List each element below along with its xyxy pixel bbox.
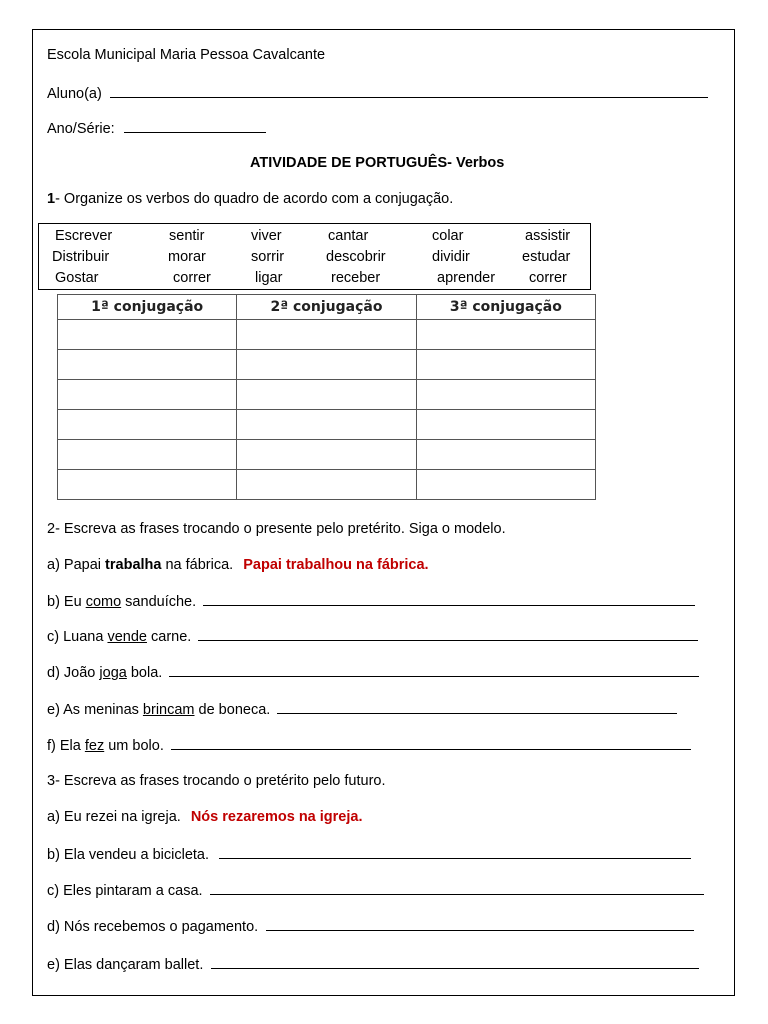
q3-item-b: [47, 845, 691, 864]
q2-item-f: [47, 736, 691, 755]
verb-item: correr: [529, 270, 567, 286]
table-cell[interactable]: [58, 350, 237, 380]
answer-line[interactable]: [211, 955, 699, 969]
q2-example-suffix: na fábrica.: [161, 557, 234, 573]
table-row: [58, 380, 596, 410]
student-name-row: [47, 84, 708, 103]
verb-item: aprender: [437, 270, 496, 286]
conjugation-header: 2ª conjugação: [237, 295, 416, 320]
item-verb: como: [85, 594, 122, 610]
item-text: e) Elas dançaram ballet.: [47, 957, 204, 973]
grade-row: [47, 119, 266, 138]
table-cell[interactable]: [416, 470, 595, 500]
q1-number: 1: [47, 191, 56, 207]
verb-item: sorrir: [251, 249, 285, 265]
q3-example-prefix: a) Eu rezei na igreja.: [47, 809, 181, 825]
table-cell[interactable]: [237, 470, 416, 500]
item-suffix: bola.: [126, 665, 163, 681]
q3-instruction: 3- Escreva as frases trocando o pretérito pelo futuro.: [47, 773, 386, 789]
conjugation-table: [57, 294, 596, 500]
table-cell[interactable]: [58, 410, 237, 440]
table-cell[interactable]: [416, 320, 595, 350]
item-suffix: de boneca.: [194, 702, 271, 718]
q3-item-d: [47, 917, 694, 936]
table-cell[interactable]: [58, 470, 237, 500]
q3-item-c: [47, 881, 704, 900]
q2-example: [47, 556, 429, 574]
table-row: [58, 410, 596, 440]
verb-item: colar: [432, 228, 464, 244]
verb-item: sentir: [169, 228, 205, 244]
verb-item: Distribuir: [52, 249, 110, 265]
item-prefix: b) Eu: [47, 594, 86, 610]
table-row: [58, 320, 596, 350]
verb-item: Gostar: [55, 270, 99, 286]
q1-instruction-text: - Organize os verbos do quadro de acordo com a conjugação.: [55, 191, 454, 207]
table-cell[interactable]: [237, 410, 416, 440]
grade-field[interactable]: [124, 119, 266, 133]
q2-item-c: [47, 627, 698, 646]
student-label: Aluno(a): [47, 86, 102, 102]
activity-title: ATIVIDADE DE PORTUGUÊS- Verbos: [250, 155, 505, 171]
item-verb: fez: [84, 738, 105, 754]
table-cell[interactable]: [416, 410, 595, 440]
q3-example-answer: Nós rezaremos na igreja.: [190, 809, 363, 825]
verb-item: assistir: [525, 228, 571, 244]
item-text: d) Nós recebemos o pagamento.: [47, 919, 259, 935]
table-cell[interactable]: [237, 320, 416, 350]
conjugation-header: 3ª conjugação: [416, 295, 595, 320]
table-cell[interactable]: [237, 380, 416, 410]
verb-box: [38, 223, 591, 290]
answer-line[interactable]: [219, 845, 691, 859]
q2-item-b: [47, 592, 695, 611]
verb-item: dividir: [432, 249, 470, 265]
item-verb: brincam: [142, 702, 195, 718]
item-suffix: carne.: [146, 629, 192, 645]
answer-line[interactable]: [171, 736, 691, 750]
conjugation-header: 1ª conjugação: [58, 295, 237, 320]
table-cell[interactable]: [58, 380, 237, 410]
table-cell[interactable]: [58, 440, 237, 470]
q2-example-verb: trabalha: [105, 557, 162, 573]
verb-item: ligar: [255, 270, 283, 286]
answer-line[interactable]: [277, 700, 677, 714]
verb-item: estudar: [522, 249, 571, 265]
item-text: b) Ela vendeu a bicicleta.: [47, 847, 210, 863]
verb-item: receber: [331, 270, 381, 286]
table-cell[interactable]: [58, 320, 237, 350]
table-cell[interactable]: [237, 350, 416, 380]
q3-example: [47, 808, 363, 826]
table-row: [58, 470, 596, 500]
q2-item-e: [47, 700, 677, 719]
answer-line[interactable]: [169, 663, 699, 677]
item-suffix: sanduíche.: [121, 594, 197, 610]
table-cell[interactable]: [416, 380, 595, 410]
item-prefix: c) Luana: [47, 629, 108, 645]
item-verb: joga: [99, 665, 127, 681]
answer-line[interactable]: [203, 592, 695, 606]
q2-example-answer: Papai trabalhou na fábrica.: [243, 557, 429, 573]
verb-item: viver: [251, 228, 282, 244]
q3-item-e: [47, 955, 699, 974]
q2-example-prefix: a) Papai: [47, 557, 106, 573]
table-cell[interactable]: [416, 440, 595, 470]
item-prefix: d) João: [47, 665, 100, 681]
verb-item: descobrir: [326, 249, 386, 265]
answer-line[interactable]: [210, 881, 704, 895]
verb-item: correr: [173, 270, 211, 286]
table-row: [58, 350, 596, 380]
item-verb: vende: [107, 629, 147, 645]
grade-label: Ano/Série:: [47, 121, 115, 137]
table-row: [58, 440, 596, 470]
school-name: Escola Municipal Maria Pessoa Cavalcante: [47, 47, 326, 63]
verb-item: cantar: [328, 228, 369, 244]
q1-instruction: [47, 190, 453, 208]
q2-item-d: [47, 663, 699, 682]
item-text: c) Eles pintaram a casa.: [47, 883, 203, 899]
verb-item: morar: [168, 249, 206, 265]
student-name-field[interactable]: [110, 84, 708, 98]
item-suffix: um bolo.: [104, 738, 164, 754]
table-cell[interactable]: [237, 440, 416, 470]
q2-instruction: 2- Escreva as frases trocando o presente pelo pretérito. Siga o modelo.: [47, 521, 506, 537]
answer-line[interactable]: [266, 917, 694, 931]
item-prefix: f) Ela: [47, 738, 85, 754]
answer-line[interactable]: [198, 627, 698, 641]
table-cell[interactable]: [416, 350, 595, 380]
verb-item: Escrever: [55, 228, 113, 244]
item-prefix: e) As meninas: [47, 702, 143, 718]
